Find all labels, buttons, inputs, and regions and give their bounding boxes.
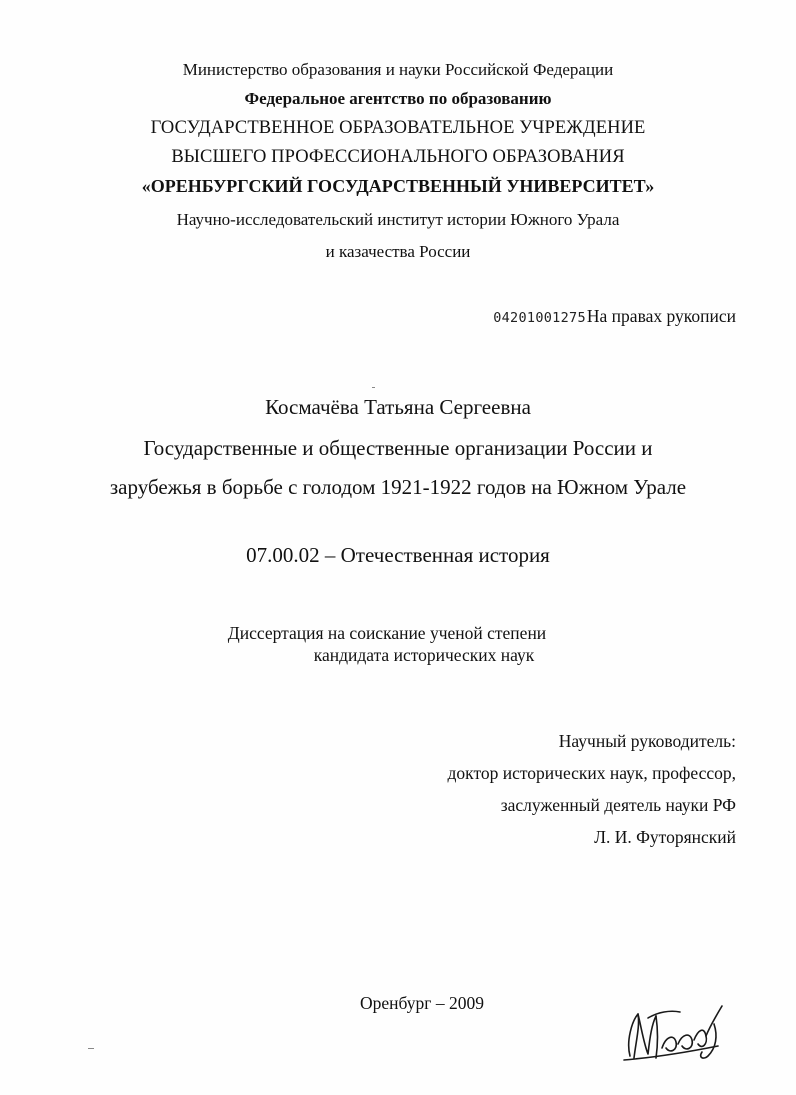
handwritten-signature bbox=[618, 996, 738, 1066]
university-name: «ОРЕНБУРГСКИЙ ГОСУДАРСТВЕННЫЙ УНИВЕРСИТЕТ» bbox=[141, 176, 655, 196]
supervisor-degree: доктор исторических наук, профессор, bbox=[447, 763, 736, 783]
degree-line2: кандидата исторических наук bbox=[313, 645, 535, 665]
manuscript-row bbox=[493, 306, 736, 327]
supervisor-name: Л. И. Футорянский bbox=[594, 827, 736, 847]
institution-heading-line2: ВЫСШЕГО ПРОФЕССИОНАЛЬНОГО ОБРАЗОВАНИЯ bbox=[171, 147, 625, 167]
specialty-code: 07.00.02 – Отечественная история bbox=[246, 543, 550, 567]
ministry-heading: Министерство образования и науки Российской Федерации bbox=[182, 60, 614, 79]
supervisor-honor: заслуженный деятель науки РФ bbox=[500, 795, 736, 815]
institute-name-line1: Научно-исследовательский институт истории Южного Урала bbox=[176, 210, 620, 229]
manuscript-label: На правах рукописи bbox=[586, 306, 736, 326]
scan-speck bbox=[372, 387, 375, 388]
institution-heading-line1: ГОСУДАРСТВЕННОЕ ОБРАЗОВАТЕЛЬНОЕ УЧРЕЖДЕНИЕ bbox=[150, 118, 646, 138]
supervisor-label: Научный руководитель: bbox=[558, 731, 736, 751]
dissertation-title-line1: Государственные и общественные организации России и bbox=[143, 436, 653, 460]
city-year: Оренбург – 2009 bbox=[360, 993, 484, 1013]
scan-speck bbox=[88, 1048, 94, 1049]
degree-line1: Диссертация на соискание ученой степени bbox=[227, 623, 547, 643]
institute-name-line2: и казачества России bbox=[325, 242, 471, 261]
author-name: Космачёва Татьяна Сергеевна bbox=[265, 395, 531, 419]
library-stamp-number: 04201001275 bbox=[493, 310, 586, 326]
agency-heading: Федеральное агентство по образованию bbox=[244, 89, 552, 108]
dissertation-title-line2: зарубежья в борьбе с голодом 1921-1922 годов на Южном Урале bbox=[109, 475, 687, 499]
